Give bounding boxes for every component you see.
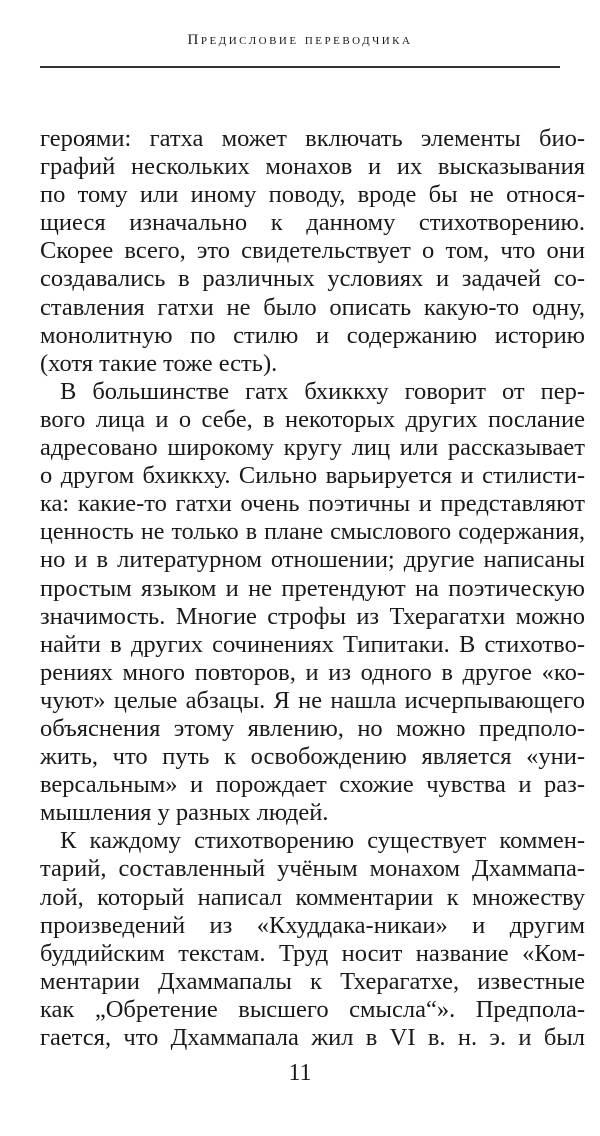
text-line: К каждому стихотворению существует коммен- xyxy=(60,827,585,855)
text-line: ментарии Дхаммапалы к Тхерагатхе, известные xyxy=(40,967,585,995)
text-line: значимость. Многие строфы из Тхерагатхи можно xyxy=(40,602,585,630)
text-line: о другом бхиккху. Сильно варьируется и стилисти- xyxy=(40,462,585,490)
text-line: лой, который написал комментарии к множеству xyxy=(40,883,585,911)
text-line: щиеся изначально к данному стихотворению. xyxy=(40,209,585,237)
text-line: ставления гатхи не было описать какую-то одну, xyxy=(40,293,585,321)
text-line: простым языком и не претендуют на поэтическую xyxy=(40,574,585,602)
text-line: версальным» и порождает схожие чувства и раз- xyxy=(40,771,585,799)
text-line: монолитную по стилю и содержанию историю xyxy=(40,321,585,349)
text-line: жить, что путь к освобождению является «уни- xyxy=(40,743,585,771)
text-line: тарий, составленный учёным монахом Дхаммапа- xyxy=(40,855,585,883)
text-line: объяснения этому явлению, но можно предполо- xyxy=(40,714,585,742)
text-line: мышления у разных людей. xyxy=(40,799,329,827)
text-line: (хотя такие тоже есть). xyxy=(40,349,278,377)
text-line: произведений из «Кхуддака-никаи» и другим xyxy=(40,911,585,939)
text-line: Скорее всего, это свидетельствует о том, что они xyxy=(40,237,585,265)
text-line: В большинстве гатх бхиккху говорит от пер- xyxy=(60,377,585,405)
text-line: графий нескольких монахов и их высказывания xyxy=(40,153,585,181)
text-line: рениях много повторов, и из одного в другое «ко- xyxy=(40,658,585,686)
text-line: по тому или иному поводу, вроде бы не относя- xyxy=(40,181,585,209)
text-line: как „Обретение высшего смысла“». Предпола- xyxy=(40,995,585,1023)
text-line: найти в других сочинениях Типитаки. В стихотво- xyxy=(40,630,585,658)
text-line: ка: какие-то гатхи очень поэтичны и представляют xyxy=(40,490,585,518)
running-header: Предисловие переводчика xyxy=(187,32,413,48)
text-line: адресовано широкому кругу лиц или рассказывает xyxy=(40,434,585,462)
text-line: создавались в различных условиях и задачей со- xyxy=(40,265,585,293)
page-number: 11 xyxy=(288,1060,312,1086)
text-line: героями: гатха может включать элементы био- xyxy=(40,125,585,152)
text-line: вого лица и о себе, в некоторых других послание xyxy=(40,405,585,433)
text-line: ценность не только в плане смыслового содержания, xyxy=(40,519,585,546)
text-line: гается, что Дхаммапала жил в VI в. н. э. и был xyxy=(40,1024,585,1051)
text-line: но и в литературном отношении; другие написаны xyxy=(40,546,585,574)
body-text xyxy=(40,125,585,1052)
text-line: буддийским текстам. Труд носит название «Ком- xyxy=(40,939,585,967)
header-rule xyxy=(40,66,560,68)
text-line: чуют» целые абзацы. Я не нашла исчерпывающего xyxy=(40,686,585,714)
